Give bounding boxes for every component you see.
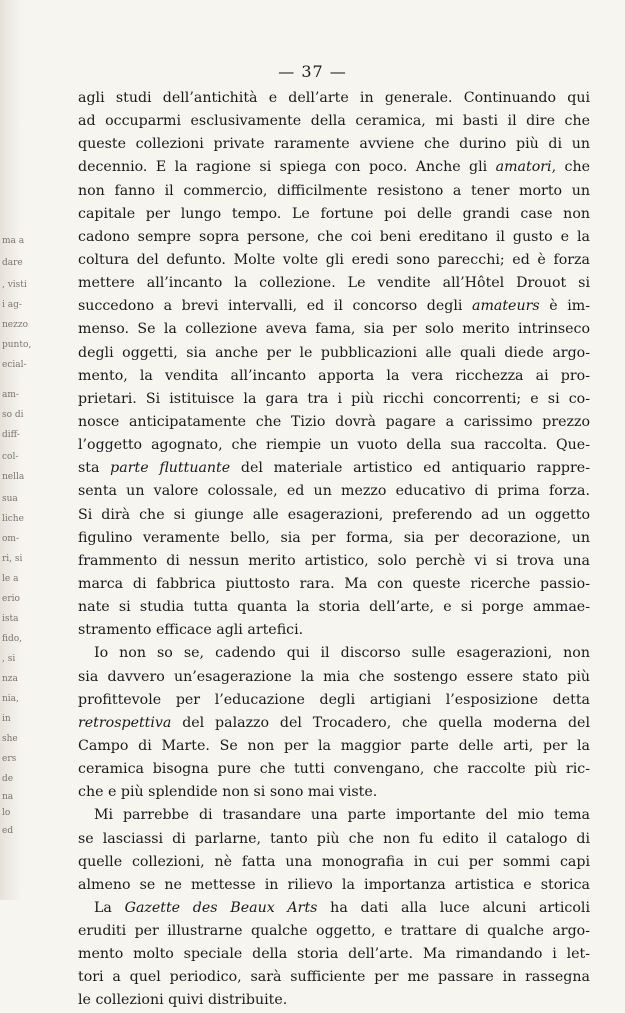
text-line: capitale per lungo tempo. Le fortune poi delle grandi case non (78, 205, 590, 222)
margin-fragment: om- (2, 534, 19, 544)
text-line: Campo di Marte. Se non per la maggior parte delle arti, per la (78, 737, 590, 754)
facing-page-bleed (0, 0, 32, 900)
margin-fragment: , si (2, 654, 16, 664)
text-line: queste collezioni private raramente avviene che durino più di un (78, 136, 590, 153)
text-line: nate si studia tutta quanta la storia dell’arte, e si porge ammae- (78, 599, 590, 616)
margin-fragment: ista (2, 614, 19, 624)
text-line: succedono a brevi intervalli, ed il concorso degli amateurs è im- (78, 298, 590, 315)
text-line: stramento efficace agli artefici. (78, 622, 304, 639)
text-line: marca di fabbrica piuttosto rara. Ma con queste ricerche passio- (78, 575, 590, 592)
text-line: quelle collezioni, nè fatta una monografia in cui per sommi capi (78, 853, 590, 870)
margin-fragment: erio (2, 594, 20, 604)
text-line: mento molto speciale della storia dell’arte. Ma rimandando i let- (78, 946, 590, 963)
text-line: degli oggetti, sia anche per le pubblicazioni alle quali diede argo- (78, 344, 590, 361)
text-line: decennio. E la ragione si spiega con poco. Anche gli amatori, che (78, 159, 590, 176)
text-line: La Gazette des Beaux Arts ha dati alla luce alcuni articoli (94, 899, 590, 916)
text-line: non fanno il commercio, difficilmente resistono a tener morto un (78, 182, 590, 199)
text-line: retrospettiva del palazzo del Trocadero, che quella moderna del (78, 714, 590, 731)
text-line: le collezioni quivi distribuite. (78, 992, 288, 1009)
margin-fragment: nezzo (2, 320, 29, 330)
text-line: menso. Se la collezione aveva fama, sia per solo merito intrinseco (78, 321, 590, 338)
text-line: l’oggetto agognato, che riempie un vuoto della sua raccolta. Que- (78, 437, 590, 454)
margin-fragment: ma a (2, 236, 25, 246)
margin-fragment: lo (2, 808, 11, 818)
margin-fragment: nella (2, 472, 25, 482)
margin-fragment: i ag- (2, 300, 22, 310)
margin-fragment: ecial- (2, 360, 27, 370)
margin-fragment: na (2, 792, 14, 802)
margin-fragment: diff- (2, 430, 20, 440)
margin-fragment: , visti (2, 280, 27, 290)
margin-fragment: le a (2, 574, 19, 584)
margin-fragment: liche (2, 514, 24, 524)
text-line: Mi parrebbe di trasandare una parte importante del mio tema (94, 807, 590, 824)
text-line: tori a quel periodico, sarà sufficiente per me passare in rassegna (78, 969, 590, 986)
margin-fragment: col- (2, 452, 19, 462)
margin-fragment: ed (2, 826, 14, 836)
text-line: frammento di nessun merito artistico, solo perchè vi si trova una (78, 552, 590, 569)
text-line: mettere all’incanto la collezione. Le vendite all’Hôtel Drouot si (78, 275, 590, 292)
text-line: profittevole per l’educazione degli artigiani l’esposizione detta (78, 691, 590, 708)
margin-fragment: punto, (2, 340, 32, 350)
text-line: eruditi per illustrarne qualche oggetto, e trattare di qualche argo- (78, 923, 590, 940)
margin-fragment: she (2, 734, 18, 744)
margin-fragment: sua (2, 494, 18, 504)
text-line: almeno se ne mettesse in rilievo la importanza artistica e storica (78, 876, 590, 893)
text-line: nosce anticipatamente che Tizio dovrà pagare a carissimo prezzo (78, 413, 590, 430)
margin-fragment: ri, si (2, 554, 23, 564)
text-line: ceramica bisogna pure che tutti convengano, che raccolte più ric- (78, 761, 590, 778)
margin-fragment: fido, (2, 634, 23, 644)
text-line: Io non so se, cadendo qui il discorso sulle esagerazioni, non (94, 645, 590, 662)
text-line: coltura del defunto. Molte volte gli eredi sono parecchi; ed è forza (78, 251, 590, 268)
margin-fragment: in (2, 714, 11, 724)
text-line: cadono sempre sopra persone, che coi beni ereditano il gusto e la (78, 228, 590, 245)
margin-fragment: nza (2, 674, 18, 684)
text-line: ad occuparmi esclusivamente della ceramica, mi basti il dire che (78, 113, 590, 130)
margin-fragment: ers (2, 754, 17, 764)
text-line: agli studi dell’antichità e dell’arte in generale. Continuando qui (78, 90, 590, 106)
text-line: sta parte fluttuante del materiale artistico ed antiquario rappre- (78, 460, 590, 477)
text-line: mento, la vendita all’incanto apporta la vera ricchezza ai pro- (78, 367, 590, 384)
margin-fragment: dare (2, 258, 23, 268)
text-line: prietari. Si istituisce la gara tra i più ricchi concorrenti; e si co- (78, 390, 590, 407)
text-line: sia davvero un’esagerazione la mia che sostengo essere stato più (78, 668, 590, 685)
text-line: che e più splendide non si sono mai viste. (78, 784, 378, 801)
text-line: senta un valore colossale, ed un mezzo educativo di prima forza. (78, 483, 590, 500)
text-line: figulino veramente bello, sia per forma, sia per decorazione, un (78, 529, 590, 546)
margin-fragment: so di (2, 410, 24, 420)
margin-fragment: am- (2, 390, 19, 400)
text-line: Si dirà che si giunge alle esagerazioni, preferendo ad un oggetto (78, 506, 590, 523)
margin-fragment: nia, (2, 694, 19, 704)
page-number: — 37 — (278, 62, 347, 81)
text-line: se lasciassi di parlarne, tanto più che non fu edito il catalogo di (78, 830, 590, 847)
body-text (78, 87, 590, 1013)
margin-fragment: de (2, 774, 14, 784)
